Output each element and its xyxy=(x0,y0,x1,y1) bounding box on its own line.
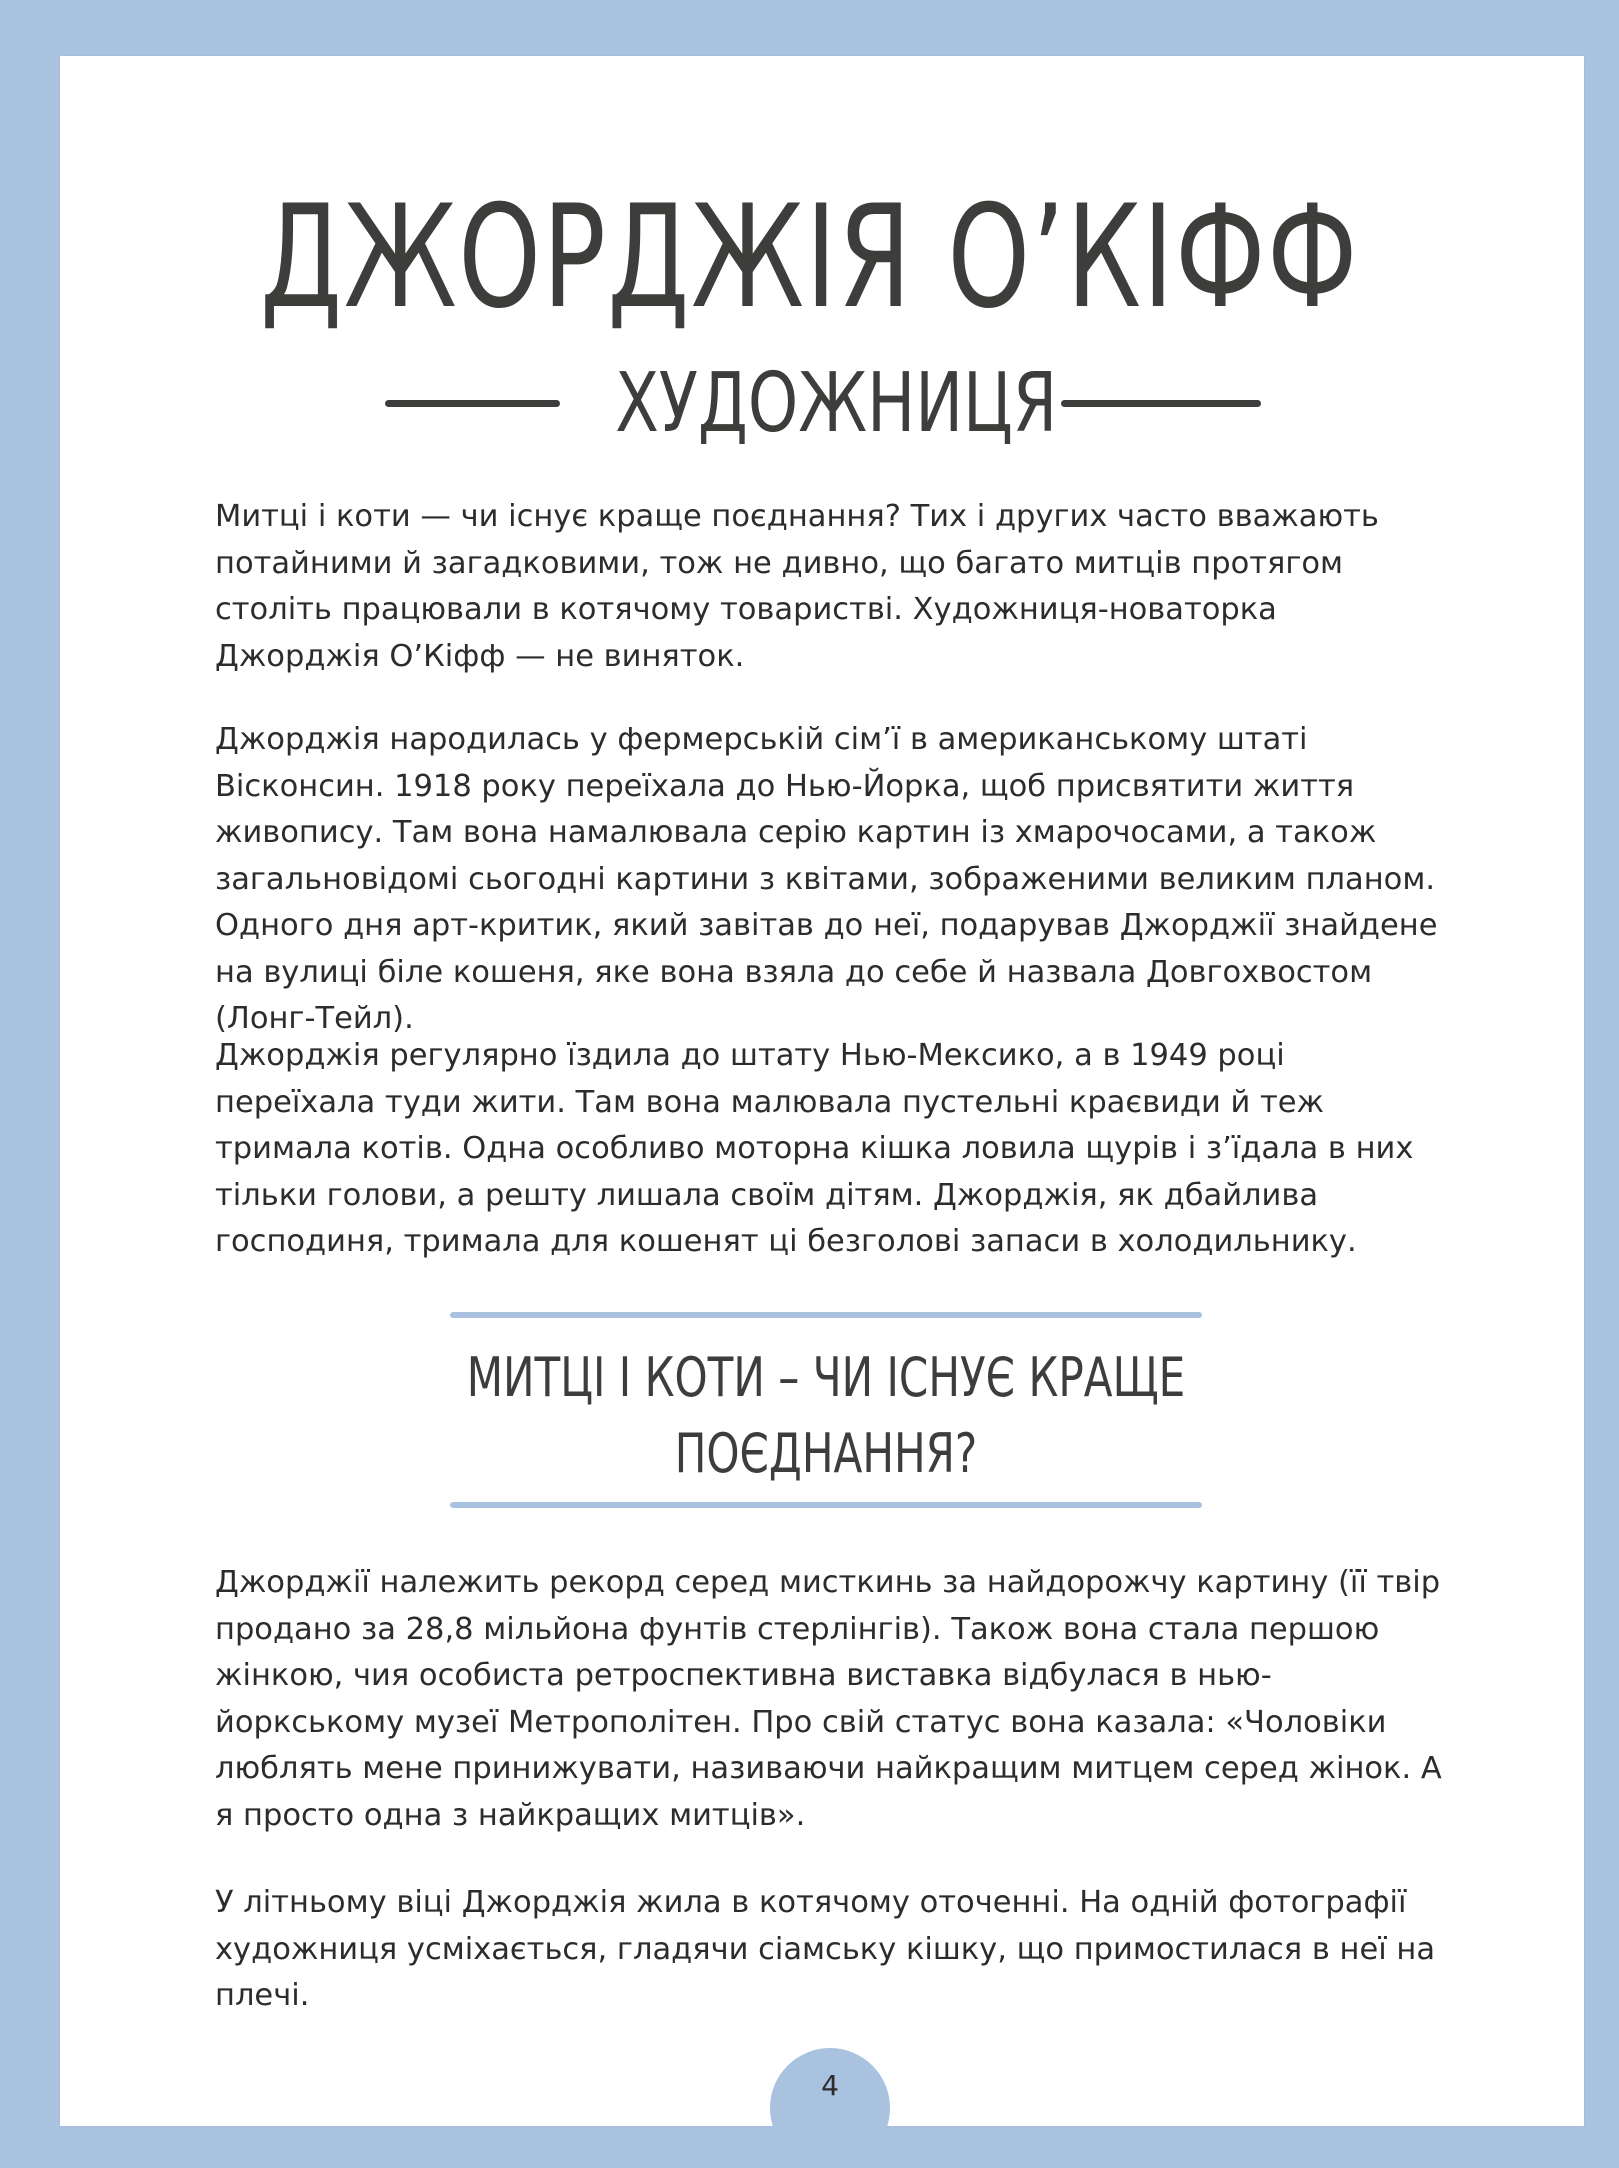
paragraph-later-life: У літньому віці Джорджія жила в котячому оточенні. На одній фотографії художниця усміхається, гладячи сіамську кішку, що примостилася в неї на плечі. xyxy=(215,1885,1436,2013)
paragraph-new-mexico: Джорджія регулярно їздила до штату Нью-Мексико, а в 1949 році переїхала туди жити. Там вона малювала пустельні краєвиди й теж тримала котів. Одна особливо моторна кішка ловила щурів і з’їдала в них тільки голови, а решту лишала своїм дітям. Джорджія, як дбайлива господиня, тримала для кошенят ці безголові запаси в холодильнику. xyxy=(215,1038,1414,1259)
paragraph-intro: Митці і коти — чи існує краще поєднання? Тих і других часто вважають потайними й загадковими, тож не дивно, що багато митців протягом століть працювали в котячому товаристві. Художниця-новаторка Джорджія О’Кіфф — не виняток. xyxy=(215,499,1379,674)
pull-quote-top-rule xyxy=(450,1312,1202,1318)
paragraph-early-life: Джорджія народилась у фермерській сім’ї в американському штаті Вісконсин. 1918 року переїхала до Нью-Йорка, щоб присвятити життя живопису. Там вона намалювала серію картин із хмарочосами, а також загальновідомі сьогодні картини з квітами, зображеними великим планом. Одного дня арт-критик, який завітав до неї, подарував Джорджії знайдене на вулиці біле кошеня, яке вона взяла до себе й назвала Довгохвостом (Лонг-Тейл). xyxy=(215,722,1438,1036)
page-title: ДЖОРДЖІЯ О’КІФФ xyxy=(260,175,1359,340)
page-number: 4 xyxy=(821,2069,839,2102)
paragraph-record: Джорджії належить рекорд серед мисткинь за найдорожчу картину (її твір продано за 28,8 мільйона фунтів стерлінгів). Також вона стала першою жінкою, чия особиста ретроспективна виставка відбулася в нью-йоркському музеї Метрополітен. Про свій статус вона казала: «Чоловіки люблять мене принижувати, називаючи найкращим митцем серед жінок. А я просто одна з найкращих митців». xyxy=(215,1565,1442,1833)
pull-quote-text: МИТЦІ І КОТИ – ЧИ ІСНУЄ КРАЩЕ ПОЄДНАННЯ? xyxy=(466,1346,1186,1485)
subtitle-left-rule xyxy=(385,400,560,407)
pull-quote xyxy=(450,1312,1202,1510)
subtitle-row xyxy=(0,356,1619,451)
page-subtitle: ХУДОЖНИЦЯ xyxy=(615,356,1058,451)
subtitle-right-rule xyxy=(1061,400,1261,407)
pull-quote-bottom-rule xyxy=(450,1502,1202,1508)
